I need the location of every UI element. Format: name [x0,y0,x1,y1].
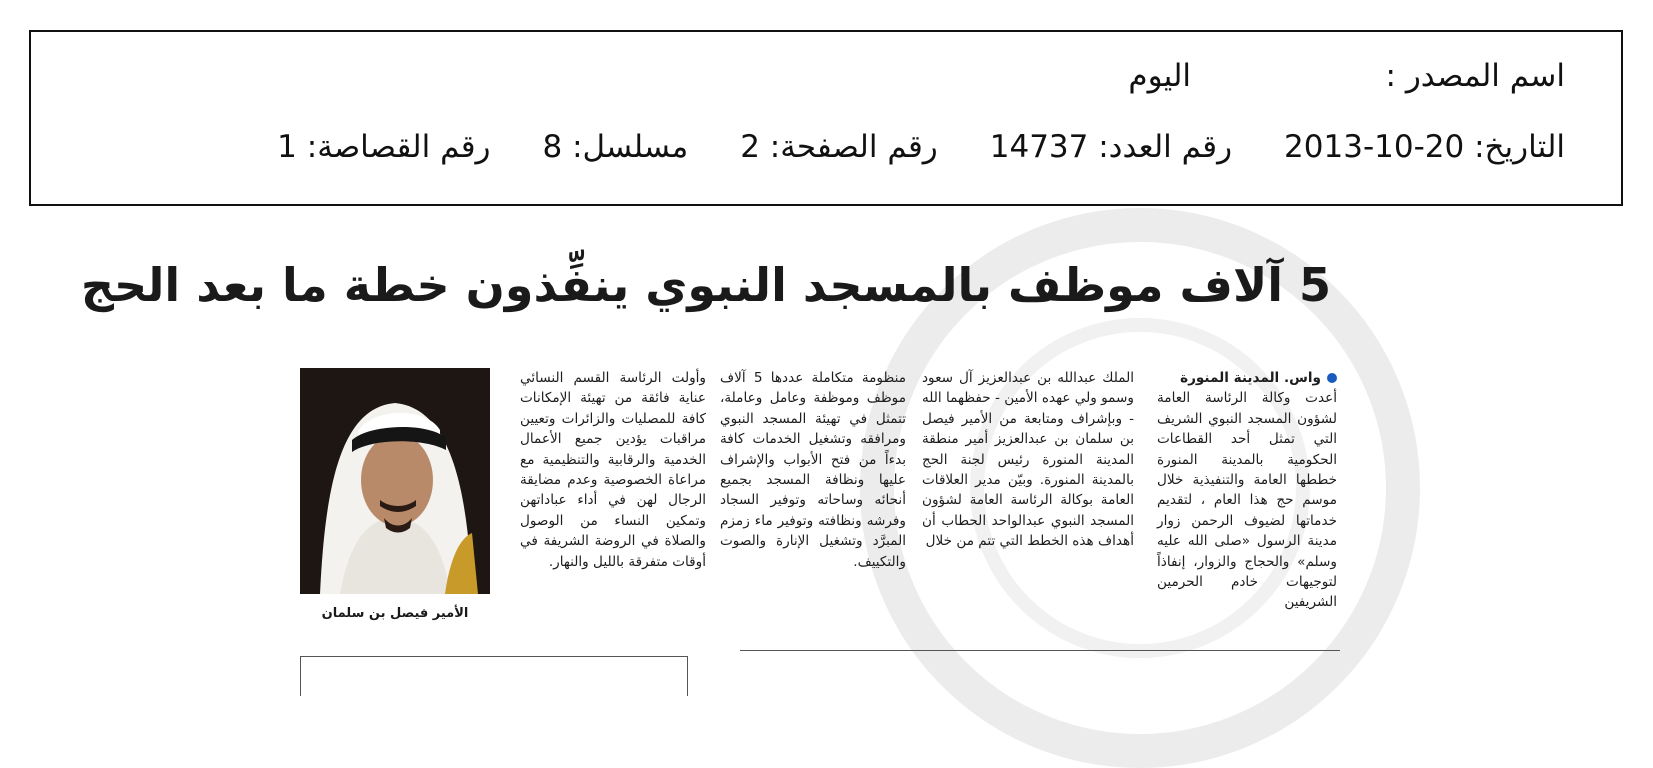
portrait-photo [300,368,490,594]
article-column-4: وأولت الرئاسة القسم النسائي عناية فائقة من تهيئة الإمكانات كافة للمصليات والزائرات وتعيين مراقبات يؤدين جميع الأعمال الخدمية والرقابية والتنظيمية مع مراعاة الخصوصية وعدم مضايقة الرجال لهن في أداء عباداتهن وتمكين النساء من الوصول والصلاة في الروضة الشريفة في أوقات متفرقة بالليل والنهار. [520,370,706,570]
person-portrait-icon [300,368,490,594]
article-column-3: منظومة متكاملة عددها 5 آلاف موظف وموظفة وعامل وعاملة، تتمثل في تهيئة المسجد النبوي ومرافقه وتشغيل الخدمات كافة بدءاً من فتح الأبواب والإشراف عليها ونظافة المسجد بجميع أنحائه وساحاته وتوفير السجاد وفرشه ونظافته وتوفير ماء زمزم المبرَّد وتشغيل الإنارة والصوت والتكييف. [720,370,906,570]
article-column-1 [1157,368,1337,638]
source-info-box [29,30,1623,206]
clip-number-field: رقم القصاصة: 1 [277,129,491,165]
source-label: اسم المصدر : [1385,58,1565,94]
article-column-2: الملك عبدالله بن عبدالعزيز آل سعود وسمو ولي عهده الأمين - حفظهما الله - وبإشراف ومتابعة من الأمير فيصل بن سلمان بن عبدالعزيز أمير منطقة المدينة المنورة رئيس لجنة الحج بالمدينة المنورة. وبيّن مدير العلاقات العامة بوكالة الرئاسة العامة لشؤون المسجد النبوي عبدالواحد الحطاب أن أهداف هذه الخطط التي تتم من خلال [921,370,1134,550]
dateline: واس. المدينة المنورة [1157,368,1337,388]
newspaper-clipping [80,238,1375,691]
photo-caption: الأمير فيصل بن سلمان [321,606,469,621]
clip-details-row [277,127,1565,167]
serial-field: مسلسل: 8 [542,129,689,165]
adjacent-article-box [300,656,688,696]
date-field: التاريخ: 20-10-2013 [1284,129,1565,165]
article-headline: 5 آلاف موظف بالمسجد النبوي ينفِّذون خطة ما بعد الحج [80,258,1331,312]
bullet-dot-icon [1327,373,1337,383]
column-divider-line [740,650,1340,651]
page-number-field: رقم الصفحة: 2 [740,129,938,165]
column-1-text: أعدت وكالة الرئاسة العامة لشؤون المسجد النبوي الشريف التي تمثل أحد القطاعات الحكومية بالمدينة المنورة خططها العامة والتنفيذية خلال موسم حج هذا العام ، لتقديم خدماتها لضيوف الرحمن زوار مدينة الرسول «صلى الله عليه وسلم» والحجاج والزوار، إنفاذاً لتوجيهات خادم الحرمين الشريفين [1157,390,1337,611]
issue-number-field: رقم العدد: 14737 [989,129,1233,165]
source-value: اليوم [1128,58,1191,94]
